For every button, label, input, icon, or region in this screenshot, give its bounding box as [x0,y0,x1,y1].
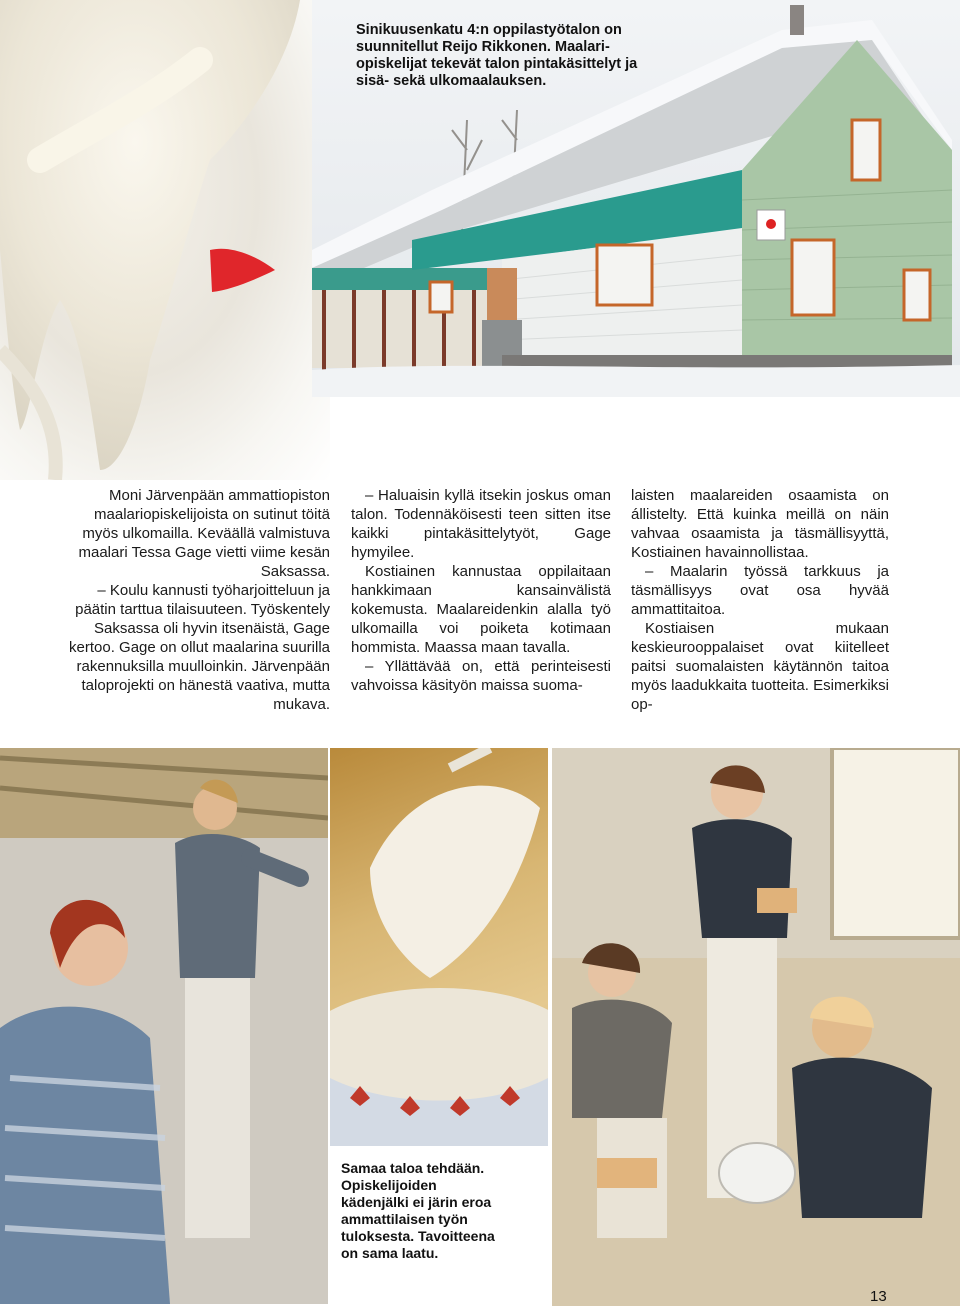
paragraph: laisten maalareiden osaamista on állistelty. Että kuinka meillä on näin vahvaa osaamista ja täsmällisyyttä, Kostiainen havainnollistaa. [631,487,889,561]
paragraph: – Koulu kannusti työharjoitteluun ja päätin tarttua tilaisuuteen. Työskentely Saksassa oli hyvin itsenäistä, Gage kertoo. Gage on ollut maalarina suurilla rakennuksilla muulloinkin. Järvenpään taloprojekti on hänestä vaativa, mutta mukava. [69,582,330,713]
article-column-3 [631,486,889,714]
page-number: 13 [870,1288,887,1305]
painters-at-wall-photo [0,748,328,1304]
paragraph: Moni Järvenpään ammattiopiston maalariopiskelijoista on sutinut töitä myös ulkomailla. Keväällä valmistuva maalari Tessa Gage vietti viime kesän Saksassa. [78,487,330,580]
bottom-photo-caption: Samaa taloa tehdään. Opiskelijoiden kädenjälki ei järin eroa ammattilaisen työn tuloksesta. Tavoitteena on sama laatu. [341,1160,495,1261]
house-photo-caption: Sinikuusenkatu 4:n oppilastyötalon on suunnitellut Reijo Rikkonen. Maalari-opiskelijat tekevät talon pintakäsittelyt ja sisä- sekä ulkomaalauksen. [356,22,638,89]
paragraph: – Yllättävää on, että perinteisesti vahvoissa käsityön maissa suoma- [351,658,611,694]
painters-on-floor-photo [552,748,960,1306]
article-column-1 [68,486,330,714]
paint-bucket-photo [330,748,548,1146]
paragraph: Kostiainen kannustaa oppilaitaan hankkimaan kansainvälistä kokemusta. Maalareidenkin alalla työ ulkomailla voi poiketa kotimaan hommista. Maassa maan tavalla. [351,563,611,656]
paint-drip-photo [0,0,330,480]
paragraph: Kostiaisen mukaan keskieurooppalaiset ovat kiitelleet paitsi suomalaisten käytännön taitoa myös laadukkaita tuotteita. Esimerkiksi op- [631,620,889,713]
paragraph: – Maalarin työssä tarkkuus ja täsmällisyys ovat osa hyvää ammattitaitoa. [631,563,889,618]
paragraph: – Haluaisin kyllä itsekin joskus oman talon. Todennäköisesti teen sitten itse kaikki pintakäsittelytyöt, Gage hymyilee. [351,487,611,561]
article-column-2 [351,486,611,695]
